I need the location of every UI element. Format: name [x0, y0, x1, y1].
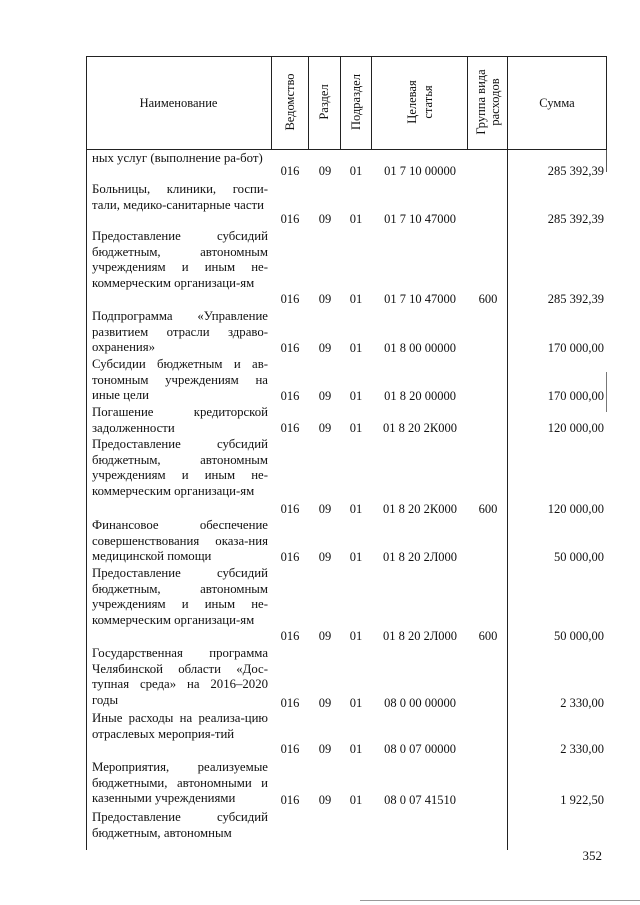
row-name: Государственная программа Челябинской области «Дос-тупная среда» на 2016–2020 годы — [92, 646, 268, 708]
row-podrazdel: 01 — [349, 696, 363, 710]
page-number: 352 — [582, 848, 602, 863]
row-razdel: 09 — [318, 164, 332, 178]
row-group: 600 — [478, 502, 498, 516]
row-vedomstvo: 016 — [280, 502, 300, 516]
row-podrazdel: 01 — [349, 389, 363, 403]
row-vedomstvo: 016 — [280, 292, 300, 306]
row-sum: 1 922,50 — [560, 793, 604, 807]
col-divider — [271, 56, 272, 150]
row-target: 01 8 20 2Л000 — [382, 550, 458, 564]
header-target-line2: статья — [421, 85, 435, 119]
row-name: Финансовое обеспечение совершенствования оказа-ния медицинской помощи — [92, 518, 268, 564]
header-name: Наименование — [139, 96, 218, 110]
row-group: 600 — [478, 292, 498, 306]
row-name: Предоставление субсидий бюджетным, автономным учреждениям и иным не-коммерческим организаци-ям — [92, 229, 268, 291]
row-vedomstvo: 016 — [280, 550, 300, 564]
row-podrazdel: 01 — [349, 164, 363, 178]
row-vedomstvo: 016 — [280, 696, 300, 710]
row-sum: 285 392,39 — [547, 292, 604, 306]
row-target: 01 7 10 47000 — [384, 212, 456, 226]
header-vedomstvo: Ведомство — [283, 73, 297, 131]
row-razdel: 09 — [318, 341, 332, 355]
row-vedomstvo: 016 — [280, 742, 300, 756]
row-name: Предоставление субсидий бюджетным, автономным — [92, 810, 268, 840]
row-target: 01 8 00 00000 — [384, 341, 456, 355]
row-razdel: 09 — [318, 550, 332, 564]
row-sum: 285 392,39 — [547, 164, 604, 178]
row-podrazdel: 01 — [349, 212, 363, 226]
header-podrazdel: Подраздел — [349, 74, 363, 130]
scan-edge-line — [360, 900, 640, 901]
row-vedomstvo: 016 — [280, 212, 300, 226]
row-sum: 120 000,00 — [547, 502, 604, 516]
header-razdel: Раздел — [317, 84, 331, 120]
row-podrazdel: 01 — [349, 742, 363, 756]
row-target: 01 7 10 47000 — [384, 292, 456, 306]
col-divider — [371, 56, 372, 150]
row-target: 01 8 20 00000 — [384, 389, 456, 403]
row-podrazdel: 01 — [349, 550, 363, 564]
row-group: 600 — [478, 629, 498, 643]
table-top-border — [86, 56, 607, 57]
row-podrazdel: 01 — [349, 421, 363, 435]
row-target: 01 8 20 2Л000 — [382, 629, 458, 643]
table-border-right-fragment — [606, 150, 607, 172]
row-vedomstvo: 016 — [280, 164, 300, 178]
header-group-line2: расходов — [488, 78, 502, 126]
row-name: Мероприятия, реализуемые бюджетными, автономными и казенными учреждениями — [92, 760, 268, 806]
row-name: Больницы, клиники, госпи-тали, медико-санитарные части — [92, 182, 268, 212]
row-name: Предоставление субсидий бюджетным, автономным учреждениям и иным не-коммерческим организаци-ям — [92, 437, 268, 499]
row-podrazdel: 01 — [349, 341, 363, 355]
row-target: 08 0 07 41510 — [384, 793, 456, 807]
row-sum: 50 000,00 — [554, 550, 604, 564]
row-vedomstvo: 016 — [280, 421, 300, 435]
row-name: Предоставление субсидий бюджетным, автономным учреждениям и иным не-коммерческим организаци-ям — [92, 566, 268, 628]
row-target: 01 8 20 2К000 — [383, 502, 457, 516]
row-razdel: 09 — [318, 389, 332, 403]
col-divider — [308, 56, 309, 150]
row-podrazdel: 01 — [349, 292, 363, 306]
row-razdel: 09 — [318, 629, 332, 643]
row-razdel: 09 — [318, 212, 332, 226]
row-sum: 120 000,00 — [547, 421, 604, 435]
row-vedomstvo: 016 — [280, 341, 300, 355]
row-target: 01 7 10 00000 — [384, 164, 456, 178]
row-vedomstvo: 016 — [280, 389, 300, 403]
row-name: Подпрограмма «Управление развитием отрасли здраво-охранения» — [92, 309, 268, 355]
row-name: ных услуг (выполнение ра-бот) — [92, 151, 263, 165]
row-razdel: 09 — [318, 421, 332, 435]
row-target: 08 0 00 00000 — [384, 696, 456, 710]
header-group-line1: Группа вида — [474, 69, 488, 135]
row-name: Погашение кредиторской задолженности — [92, 405, 268, 435]
row-name: Субсидии бюджетным и ав-тономным учреждениям на иные цели — [92, 357, 268, 403]
row-sum: 50 000,00 — [554, 629, 604, 643]
row-razdel: 09 — [318, 696, 332, 710]
row-sum: 170 000,00 — [547, 341, 604, 355]
row-razdel: 09 — [318, 292, 332, 306]
row-razdel: 09 — [318, 502, 332, 516]
row-sum: 285 392,39 — [547, 212, 604, 226]
row-razdel: 09 — [318, 742, 332, 756]
row-sum: 2 330,00 — [560, 742, 604, 756]
row-name: Иные расходы на реализа-цию отраслевых мероприя-тий — [92, 711, 268, 741]
row-vedomstvo: 016 — [280, 629, 300, 643]
row-podrazdel: 01 — [349, 629, 363, 643]
row-vedomstvo: 016 — [280, 793, 300, 807]
table-border-left — [86, 56, 87, 850]
col-divider — [340, 56, 341, 150]
row-razdel: 09 — [318, 793, 332, 807]
col-divider — [467, 56, 468, 150]
row-target: 08 0 07 00000 — [384, 742, 456, 756]
table-border-right-fragment — [606, 372, 607, 412]
row-podrazdel: 01 — [349, 502, 363, 516]
row-target: 01 8 20 2К000 — [383, 421, 457, 435]
header-sum: Сумма — [539, 96, 575, 110]
header-bottom-border — [86, 149, 607, 150]
row-sum: 170 000,00 — [547, 389, 604, 403]
header-target-line1: Целевая — [405, 80, 419, 124]
row-podrazdel: 01 — [349, 793, 363, 807]
row-sum: 2 330,00 — [560, 696, 604, 710]
table-border-right — [606, 56, 607, 150]
